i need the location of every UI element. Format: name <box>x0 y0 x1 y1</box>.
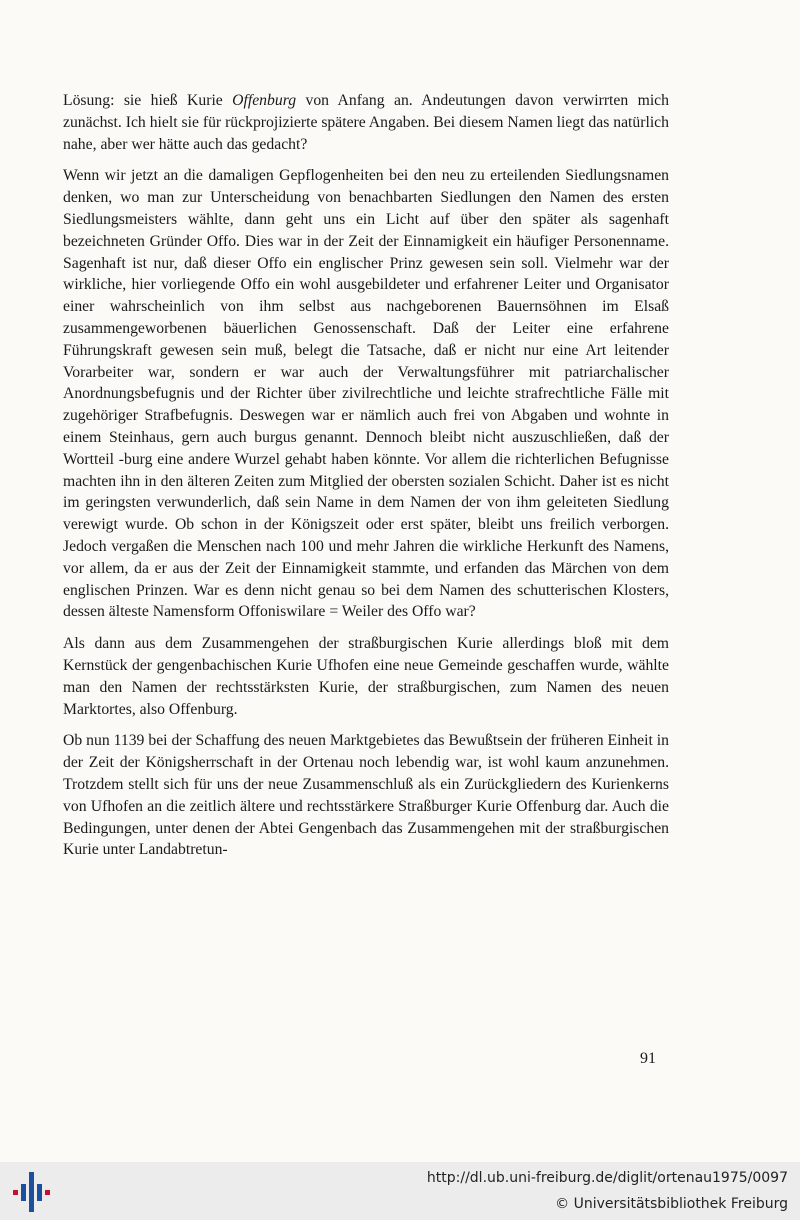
paragraph-2: Wenn wir jetzt an die damaligen Gepflogenheiten bei den neu zu erteilenden Siedlungsnamen denken, wo man zur Unterscheidung von benachbarten Siedlungen den Namen des ersten Siedlungsmeisters wählte, dann geht uns ein Licht auf über den später als sagenhaft bezeichneten Gründer Offo. Dies war in der Zeit der Einnamigkeit ein häufiger Personenname. Sagenhaft ist nur, daß dieser Offo ein englischer Prinz gewesen sein soll. Vielmehr war der wirkliche, hier vorliegende Offo ein wohl ausgebildeter und erfahrener Leiter und Organisator einer wahrscheinlich von ihm selbst aus nachgeborenen Bauernsöhnen im Elsaß zusammengeworbenen bäuerlichen Genossenschaft. Daß der Leiter eine erfahrene Führungskraft gewesen sein muß, belegt die Tatsache, daß er nicht nur eine Art leitender Vorarbeiter war, sondern er war auch der Verwaltungsführer mit patriarchalischer Anordnungsbefugnis und der Richter über zivilrechtliche und leichte strafrechtliche Fälle mit zugehöriger Strafbefugnis. Deswegen war er nämlich auch frei von Abgaben und wohnte in einem Steinhaus, gern auch burgus genannt. Dennoch bleibt nicht auszuschließen, daß der Wortteil -burg eine andere Wurzel gehabt haben könnte. Vor allem die richterlichen Befugnisse machten ihn in den älteren Zeiten zum Mitglied der obersten sozialen Schicht. Daher ist es nicht im geringsten verwunderlich, daß sein Name in dem Namen der von ihm geleiteten Siedlung verewigt wurde. Ob schon in der Königszeit oder erst später, bleibt uns freilich verborgen. Jedoch vergaßen die Menschen nach 100 und mehr Jahren die wirkliche Herkunft des Namens, vor allem, da er aus der Zeit der Einnamigkeit stammte, und erfanden das Märchen von dem englischen Prinzen. War es denn nicht genau so bei dem Namen des schutterischen Klosters, dessen älteste Namensform Offoniswilare = Weiler des Offo war? <box>63 167 669 621</box>
emphasized-word: Offenburg <box>232 92 297 109</box>
footer-bar <box>0 1162 800 1220</box>
footer-copyright: © Universitätsbibliothek Freiburg <box>555 1196 788 1212</box>
page-number: 91 <box>640 1050 656 1067</box>
paragraph-1: Lösung: sie hieß Kurie Offenburg von Anfang an. Andeutungen davon verwirrten mich zunächst. Ich hielt sie für rückprojizierte spätere Angaben. Bei diesem Namen liegt das natürlich nahe, aber wer hätte auch das gedacht? <box>63 92 669 153</box>
paragraph-3: Als dann aus dem Zusammengehen der straßburgischen Kurie allerdings bloß mit dem Kernstück der gengenbachischen Kurie Ufhofen eine neue Gemeinde geschaffen wurde, wählte man den Namen der rechtsstärksten Kurie, der straßburgischen, zum Namen des neuen Marktortes, also Offenburg. <box>63 635 669 718</box>
ub-freiburg-logo-icon <box>10 1170 52 1214</box>
paragraph-4: Ob nun 1139 bei der Schaffung des neuen Marktgebietes das Bewußtsein der früheren Einheit in der Zeit der Königsherrschaft in der Ortenau noch lebendig war, ist wohl kaum anzunehmen. Trotzdem stellt sich für uns der neue Zusammenschluß als ein Zurückgliedern des Kurienkerns von Ufhofen an die zeitlich ältere und rechtsstärkere Straßburger Kurie Offenburg dar. Auch die Bedingungen, unter denen der Abtei Gengenbach das Zusammengehen mit der straßburgischen Kurie unter Landabtretun- <box>63 732 669 859</box>
footer-url-link[interactable]: http://dl.ub.uni-freiburg.de/diglit/ortenau1975/0097 <box>426 1170 788 1186</box>
body-text <box>63 90 669 871</box>
